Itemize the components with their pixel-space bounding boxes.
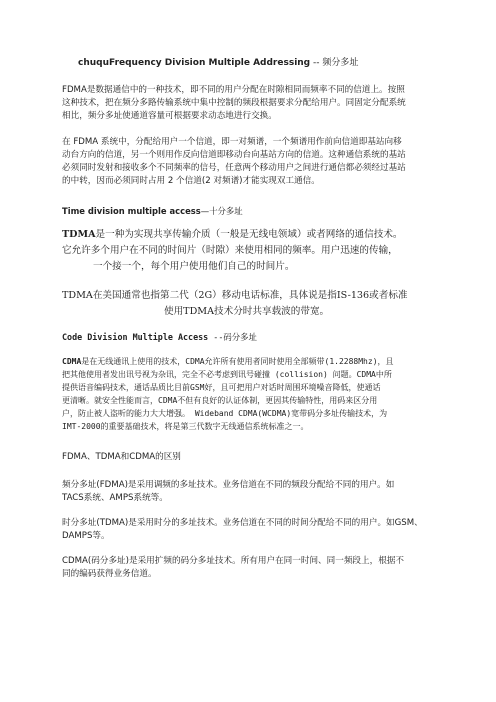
cdma-para-line6: IMT-2000的重要基础技术，将是第三代数字无线通信系统标准之一。 (62, 422, 309, 431)
cdma-heading-chinese: --码分多址 (213, 332, 257, 342)
tdma-para1-line2: 它允许多个用户在不同的时间片（时隙）来使用相同的频率。用户迅速的传输， (62, 245, 398, 256)
fdma-para1-line1: FDMA是数据通信中的一种技术，即不同的用户分配在时隙相同而频率不同的信道上。按照 (62, 85, 405, 95)
cdma-heading (62, 331, 257, 344)
tdma-para1-line3: 一个接一个，每个用户使用他们自己的时间片。 (93, 261, 295, 272)
diff-tdma-line1: 时分多址(TDMA)是采用时分的多址技术。业务信道在不同的时间分配给不同的用户。如GSM、 (62, 518, 423, 528)
title-english: chuquFrequency Division Multiple Addressing (78, 58, 311, 68)
title-separator: -- (313, 58, 320, 68)
fdma-para2-line2: 动台方向的信道，另一个则用作反向信道即移动台向基站方向的信道。这种通信系统的基站 (62, 150, 406, 160)
fdma-para1-line3: 相比，频分多址使通道容量可根据要求动态地进行交换。 (62, 111, 277, 121)
cdma-term: CDMA (62, 357, 82, 366)
diff-fdma-line2: TACS系统、AMPS系统等。 (62, 493, 168, 503)
cdma-heading-english: Code Division Multiple Access (62, 332, 209, 342)
diff-fdma-line1: 频分多址(FDMA)是采用调频的多址技术。业务信道在不同的频段分配给不同的用户。如 (62, 480, 395, 490)
cdma-para-line1 (62, 355, 394, 368)
cdma-para-line2: 把其他使用者发出讯号视为杂讯，完全不必考虑到讯号碰撞 (collision) 问题。CDMA中所 (62, 370, 392, 379)
cdma-para-line3: 提供语音编码技术，通话品质比目前GSM好，且可把用户对话时周围环境噪音降低，使通话 (62, 383, 381, 392)
cdma-para-line4: 更清晰。就安全性能而言，CDMA不但有良好的认证体制，更因其传输特性，用码来区分用 (62, 396, 378, 405)
fdma-para2-line1: 在 FDMA 系统中，分配给用户一个信道，即一对频谱，一个频谱用作前向信道即基站向移 (62, 137, 402, 147)
diff-tdma-line2: DAMPS等。 (62, 531, 110, 541)
tdma-para1-line1 (62, 227, 403, 242)
fdma-para2-line3: 必须同时发射和接收多个不同频率的信号，任意两个移动用户之间进行通信都必须经过基站 (62, 163, 406, 173)
tdma-heading-chinese: —十分多址 (200, 206, 243, 216)
tdma-heading (62, 205, 243, 218)
tdma-term: TDMA (62, 229, 96, 240)
diff-cdma-line2: 同的编码获得业务信道。 (62, 569, 157, 579)
fdma-para2-line4: 的中转，因而必须同时占用 2 个信道(2 对频谱)才能实现双工通信。 (62, 176, 320, 186)
document-title (78, 57, 358, 70)
fdma-para1-line2: 这种技术，把在频分多路传输系统中集中控制的频段根据要求分配给用户。同固定分配系统 (62, 98, 406, 108)
cdma-para-line1-text: 是在无线通讯上使用的技术，CDMA允许所有使用者同时使用全部频带(1.2288Mhz)，且 (81, 357, 394, 366)
tdma-para1-text: 是一种为实现共享传输介质（一般是无线电领域）或者网络的通信技术。 (95, 229, 403, 240)
tdma-para2-line1: TDMA在美国通常也指第二代（2G）移动电话标准，具体说是指IS-136或者标准 (62, 290, 408, 301)
diff-cdma-line1: CDMA(码分多址)是采用扩频的码分多址技术。所有用户在同一时间、同一频段上，根据不 (62, 556, 404, 566)
title-chinese: 频分多址 (322, 58, 359, 68)
differences-heading: FDMA、TDMA和CDMA的区别 (62, 452, 181, 462)
cdma-para-line5: 户，防止被人盗听的能力大大增强。 Wideband CDMA(WCDMA)宽带码分多址传输技术，为 (62, 409, 388, 418)
tdma-para2-line2: 使用TDMA技术分时共享载波的带宽。 (164, 306, 330, 317)
tdma-heading-english: Time division multiple access (62, 206, 201, 216)
